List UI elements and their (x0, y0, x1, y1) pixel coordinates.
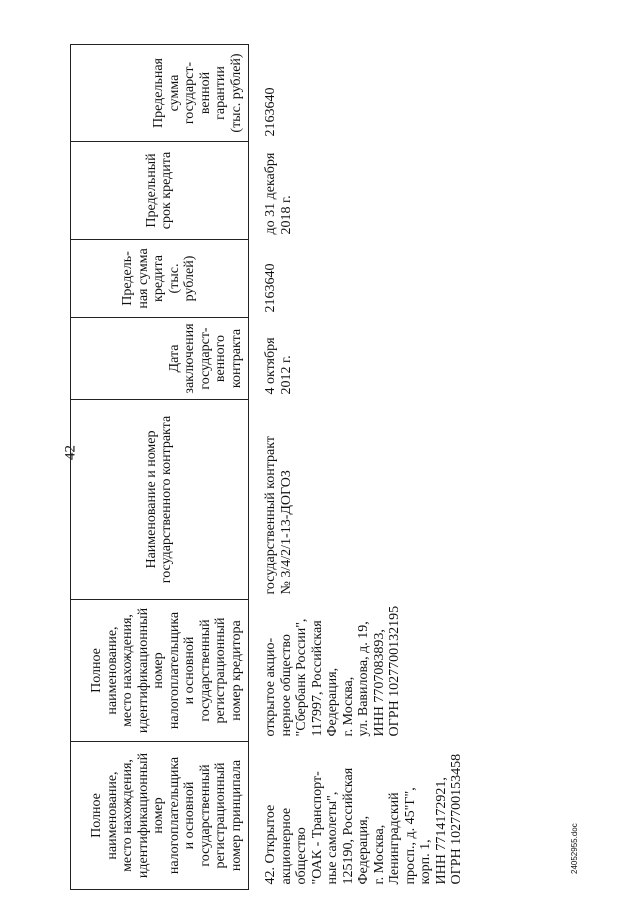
header-contract-date: Дата заключения государст- венного контракта (71, 318, 249, 400)
header-guarantee-limit: Предельная сумма государст- венной гарантии (тыс. рублей) (71, 45, 249, 142)
cell-contract-date: 4 октября 2012 г. (263, 337, 294, 395)
rotated-page-content (70, 35, 530, 900)
table-header-row (71, 45, 249, 890)
header-principal: Полное наименование, место нахождения, идентификационный номер налогоплательщика и основной государственный регистрационный номер принципала (71, 742, 249, 890)
page-number: 42 (62, 445, 79, 460)
header-credit-limit: Предель- ная сумма кредита (тыс. рублей) (71, 240, 249, 318)
cell-principal: 42. Открытое акционерное общество "ОАК - Транспорт- ные самолеты", 125190, Российская Федерация, г. Москва, Ленинградский просп., д. 45"Г", корп. 1, ИНН 7714172921, ОГРН 1027700153458 (263, 753, 464, 885)
cell-contract: государственный контракт № 3/4/2/1-13-ДОГОЗ (263, 435, 294, 595)
document-file-id: 24052955.doc (570, 823, 579, 874)
cell-guarantee-limit: 2163640 (263, 87, 278, 137)
guarantee-table (70, 44, 465, 890)
header-contract: Наименование и номер государственного контракта (71, 400, 249, 600)
header-creditor: Полное наименование, место нахождения, идентификационный номер налогоплательщика и основной государственный регистрационный номер кредитора (71, 600, 249, 742)
cell-credit-term: до 31 декабря 2018 г. (263, 152, 294, 235)
cell-credit-limit: 2163640 (263, 263, 278, 313)
header-credit-term: Предельный срок кредита (71, 142, 249, 240)
table-row (249, 45, 465, 890)
cell-creditor: открытое акцио- нерное общество "Сбербанк России", 117997, Российская Федерация, г. Москва, ул. Вавилова, д. 19, ИНН 7707083893, ОГРН 1027700132195 (263, 605, 402, 737)
